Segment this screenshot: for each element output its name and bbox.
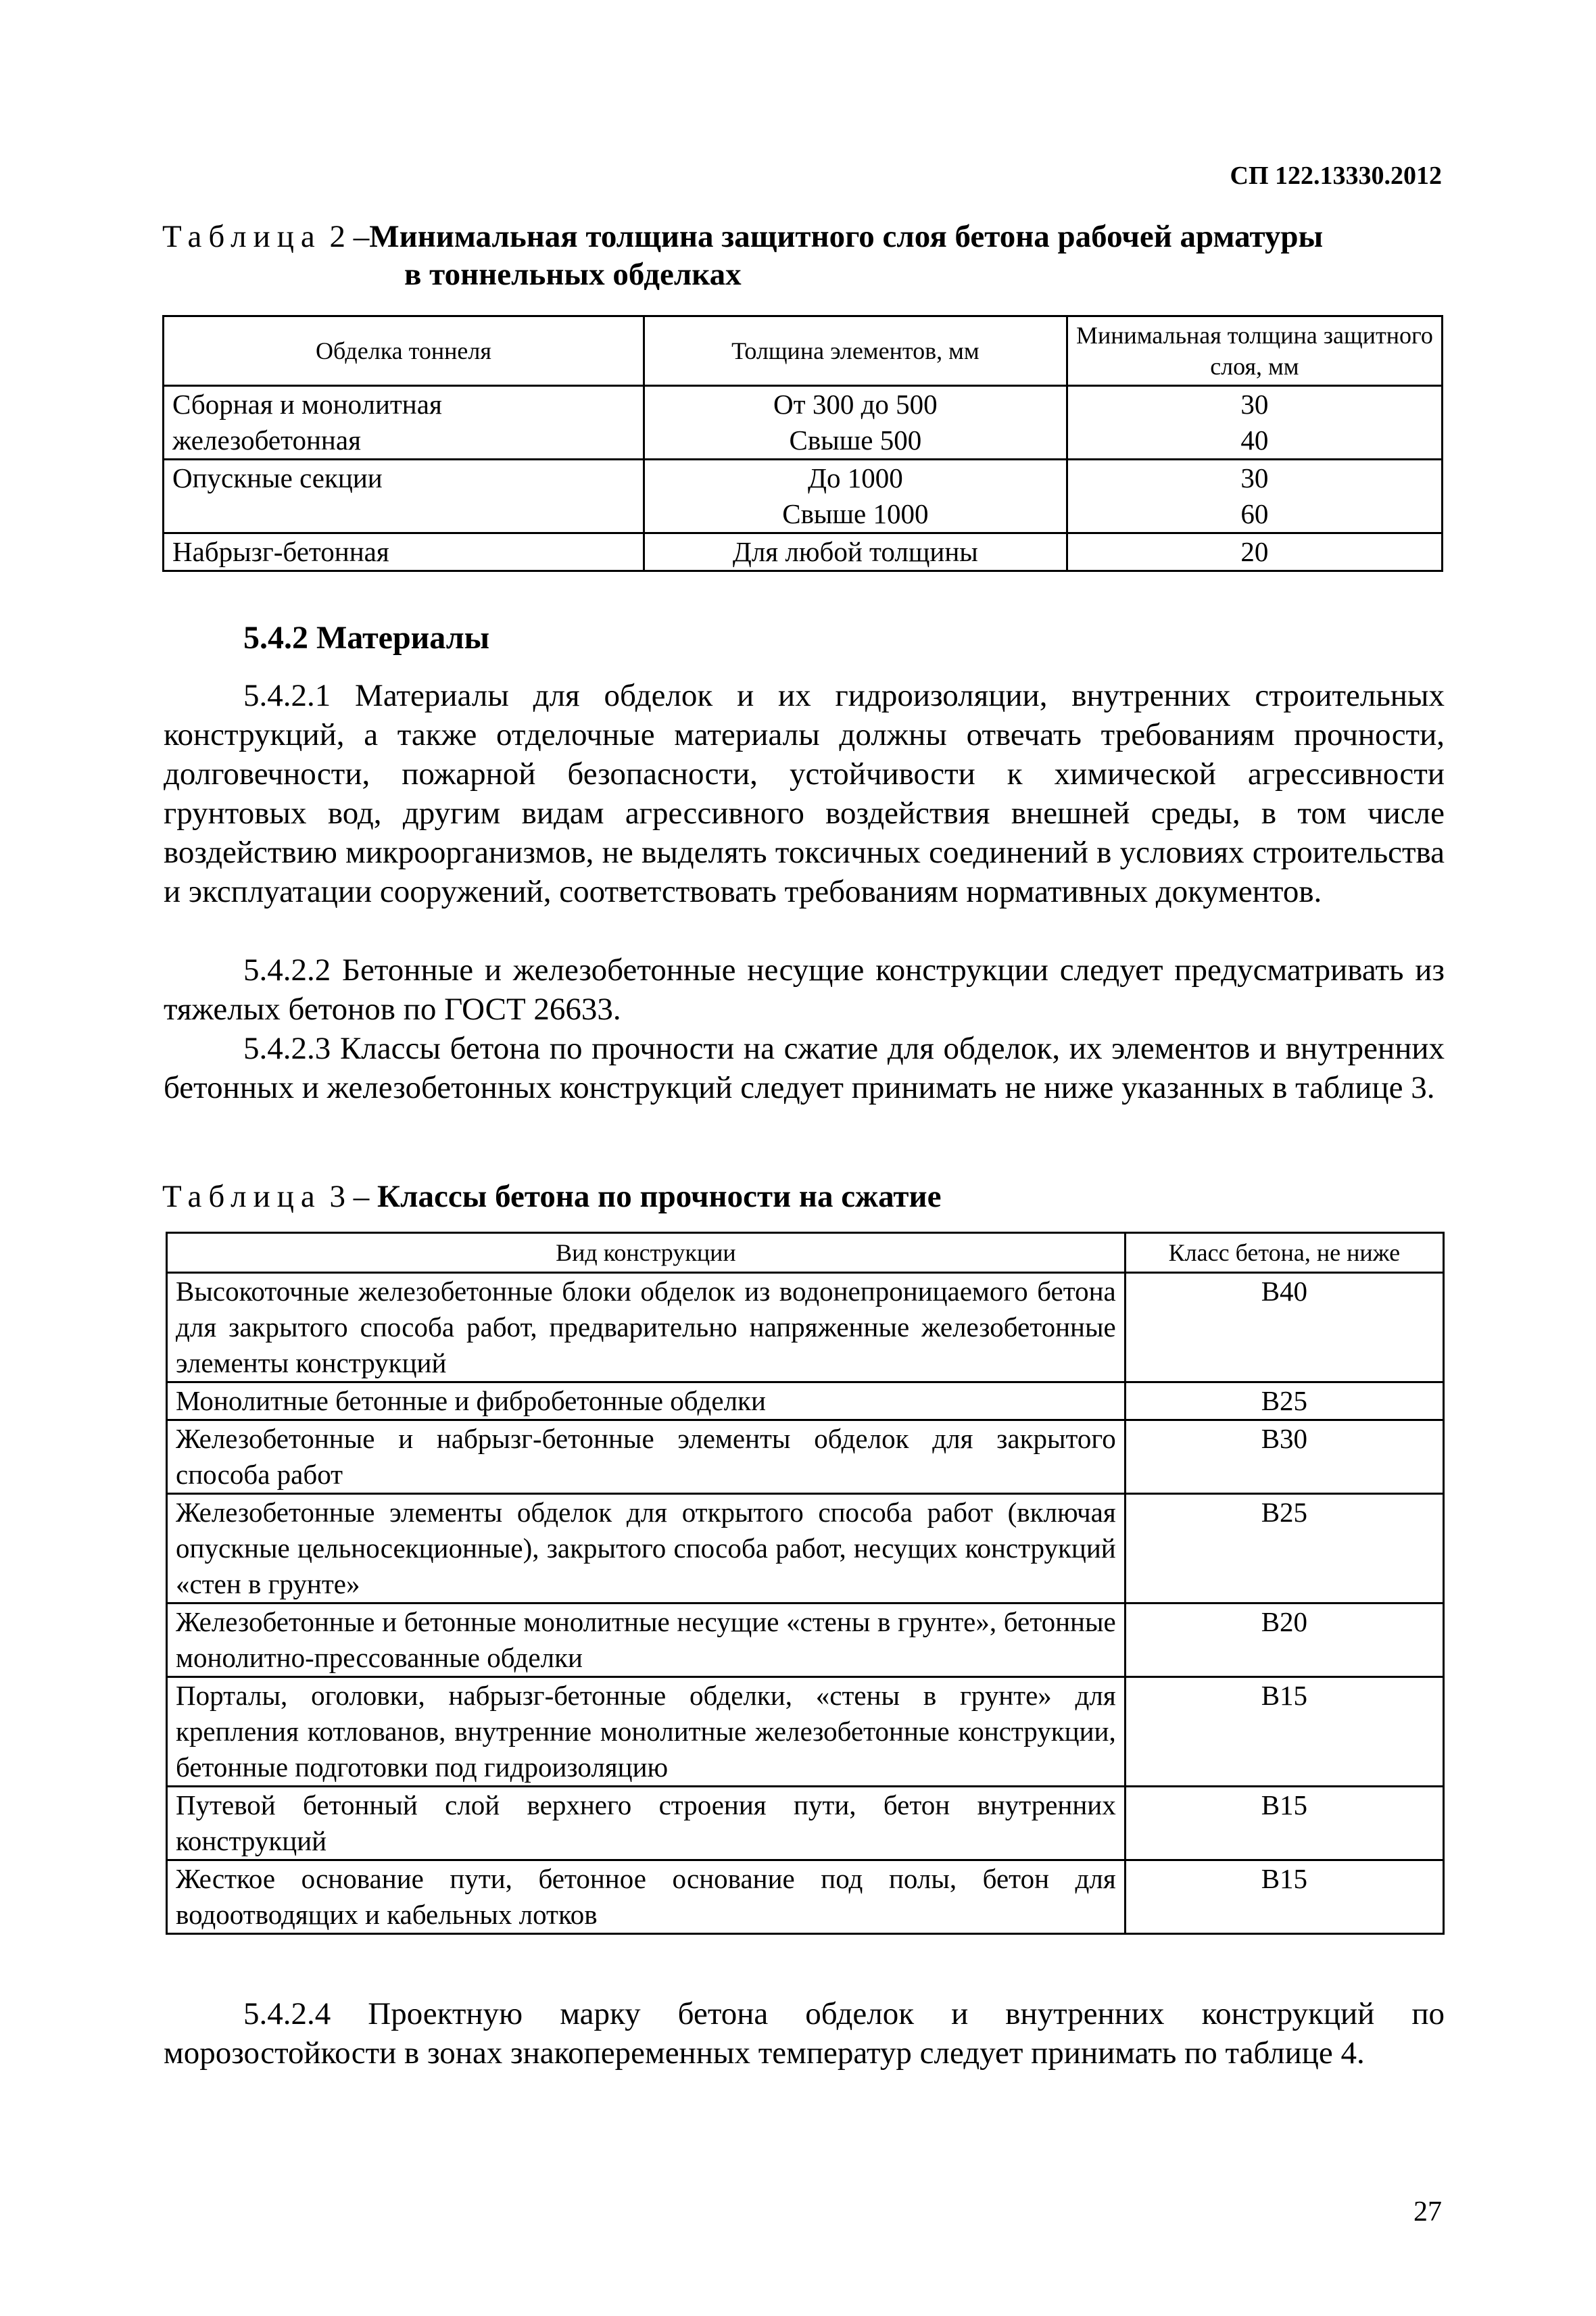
table-row bbox=[167, 1787, 1444, 1860]
table-cell: Порталы, оголовки, набрызг-бетонные обделки, «стены в грунте» для крепления котлованов, внутренние монолитные железобетонные конструкции, бетонные подготовки под гидроизоляцию bbox=[167, 1677, 1126, 1787]
table-cell: Опускные секции bbox=[164, 460, 644, 533]
table-cell bbox=[1067, 460, 1442, 533]
cell-line: 30 bbox=[1240, 462, 1269, 493]
table-cell: В40 bbox=[1125, 1273, 1443, 1382]
table-row bbox=[167, 1494, 1444, 1603]
table-cell: Монолитные бетонные и фибробетонные обделки bbox=[167, 1382, 1126, 1420]
table2-header-cell: Минимальная толщина защитного слоя, мм bbox=[1067, 316, 1442, 386]
table-cell: Железобетонные и бетонные монолитные несущие «стены в грунте», бетонные монолитно-прессованные обделки bbox=[167, 1603, 1126, 1677]
table-row bbox=[164, 460, 1443, 533]
table3-header-row bbox=[167, 1233, 1444, 1273]
table-row bbox=[167, 1382, 1444, 1420]
table3-caption-word: Таблица bbox=[162, 1179, 322, 1214]
table2-caption bbox=[162, 218, 1323, 293]
cell-line: Свыше 500 bbox=[789, 425, 922, 456]
section-heading: 5.4.2 Материалы bbox=[243, 620, 490, 656]
table-row bbox=[167, 1273, 1444, 1382]
table-cell: Железобетонные элементы обделок для открытого способа работ (включая опускные цельносекционные), закрытого способа работ, несущих конструкций «стен в грунте» bbox=[167, 1494, 1126, 1603]
table-cell: Сборная и монолитная железобетонная bbox=[164, 386, 644, 460]
table3-header-cell: Вид конструкции bbox=[167, 1233, 1126, 1273]
document-code: СП 122.13330.2012 bbox=[1230, 162, 1442, 190]
table-cell: Для любой толщины bbox=[644, 533, 1067, 571]
table-cell: Набрызг-бетонная bbox=[164, 533, 644, 571]
paragraph-5-4-2-2: 5.4.2.2 Бетонные и железобетонные несущие конструкции следует предусматривать из тяжелых бетонов по ГОСТ 26633. bbox=[164, 952, 1445, 1027]
table-cell: В15 bbox=[1125, 1787, 1443, 1860]
table-cell: В25 bbox=[1125, 1494, 1443, 1603]
table-cell bbox=[644, 386, 1067, 460]
paragraph-5-4-2-3: 5.4.2.3 Классы бетона по прочности на сжатие для обделок, их элементов и внутренних бетонных и железобетонных конструкций следует принимать не ниже указанных в таблице 3. bbox=[164, 1031, 1445, 1105]
table3-caption-number: 3 – bbox=[329, 1179, 370, 1214]
table-row bbox=[164, 533, 1443, 571]
table-row bbox=[167, 1420, 1444, 1494]
cell-line: Свыше 1000 bbox=[782, 498, 929, 529]
table-cell bbox=[1067, 386, 1442, 460]
table-cell: 20 bbox=[1067, 533, 1442, 571]
table-cell: В25 bbox=[1125, 1382, 1443, 1420]
table-row bbox=[164, 386, 1443, 460]
table2-caption-word: Таблица bbox=[162, 219, 322, 254]
table-cell: В20 bbox=[1125, 1603, 1443, 1677]
paragraph-5-4-2-1: 5.4.2.1 Материалы для обделок и их гидроизоляции, внутренних строительных конструкций, а также отделочные материалы должны отвечать требованиям прочности, долговечности, пожарной безопасности, устойчивости к химической агрессивности грунтовых вод, другим видам агрессивного воздействия внешней среды, в том числе воздействию микроорганизмов, не выделять токсичных соединений в условиях строительства и эксплуатации сооружений, соответствовать требованиям нормативных документов. bbox=[164, 678, 1445, 909]
table-row bbox=[167, 1603, 1444, 1677]
table2-caption-number: 2 – bbox=[329, 219, 370, 254]
table-row bbox=[167, 1677, 1444, 1787]
table2-caption-title: Минимальная толщина защитного слоя бетона рабочей арматуры bbox=[369, 219, 1324, 254]
paragraph-5-4-2-4: 5.4.2.4 Проектную марку бетона обделок и внутренних конструкций по морозостойкости в зонах знакопеременных температур следует принимать по таблице 4. bbox=[164, 1996, 1445, 2071]
table-cell: Жесткое основание пути, бетонное основание под полы, бетон для водоотводящих и кабельных лотков bbox=[167, 1860, 1126, 1934]
table-cell: В15 bbox=[1125, 1677, 1443, 1787]
table2-header-cell: Обделка тоннеля bbox=[164, 316, 644, 386]
cell-line: 30 bbox=[1240, 389, 1269, 420]
table2-header-row bbox=[164, 316, 1443, 386]
page-number: 27 bbox=[1413, 2196, 1442, 2227]
table3-header-cell: Класс бетона, не ниже bbox=[1125, 1233, 1443, 1273]
table-row bbox=[167, 1860, 1444, 1934]
cell-line: 60 bbox=[1240, 498, 1269, 529]
cell-line: 40 bbox=[1240, 425, 1269, 456]
table-cell: Путевой бетонный слой верхнего строения пути, бетон внутренних конструкций bbox=[167, 1787, 1126, 1860]
table3 bbox=[166, 1232, 1445, 1935]
table3-caption bbox=[162, 1178, 941, 1215]
table-cell: В30 bbox=[1125, 1420, 1443, 1494]
cell-line: От 300 до 500 bbox=[773, 389, 938, 420]
table2-header-cell: Толщина элементов, мм bbox=[644, 316, 1067, 386]
table3-caption-title: Классы бетона по прочности на сжатие bbox=[377, 1179, 942, 1214]
cell-line: До 1000 bbox=[808, 462, 903, 493]
table-cell: Железобетонные и набрызг-бетонные элементы обделок для закрытого способа работ bbox=[167, 1420, 1126, 1494]
table-cell: Высокоточные железобетонные блоки обделок из водонепроницаемого бетона для закрытого способа работ, предварительно напряженные железобетонные элементы конструкций bbox=[167, 1273, 1126, 1382]
table2 bbox=[162, 315, 1443, 572]
table-cell bbox=[644, 460, 1067, 533]
table-cell: В15 bbox=[1125, 1860, 1443, 1934]
table2-caption-title-line2: в тоннельных обделках bbox=[404, 257, 742, 292]
